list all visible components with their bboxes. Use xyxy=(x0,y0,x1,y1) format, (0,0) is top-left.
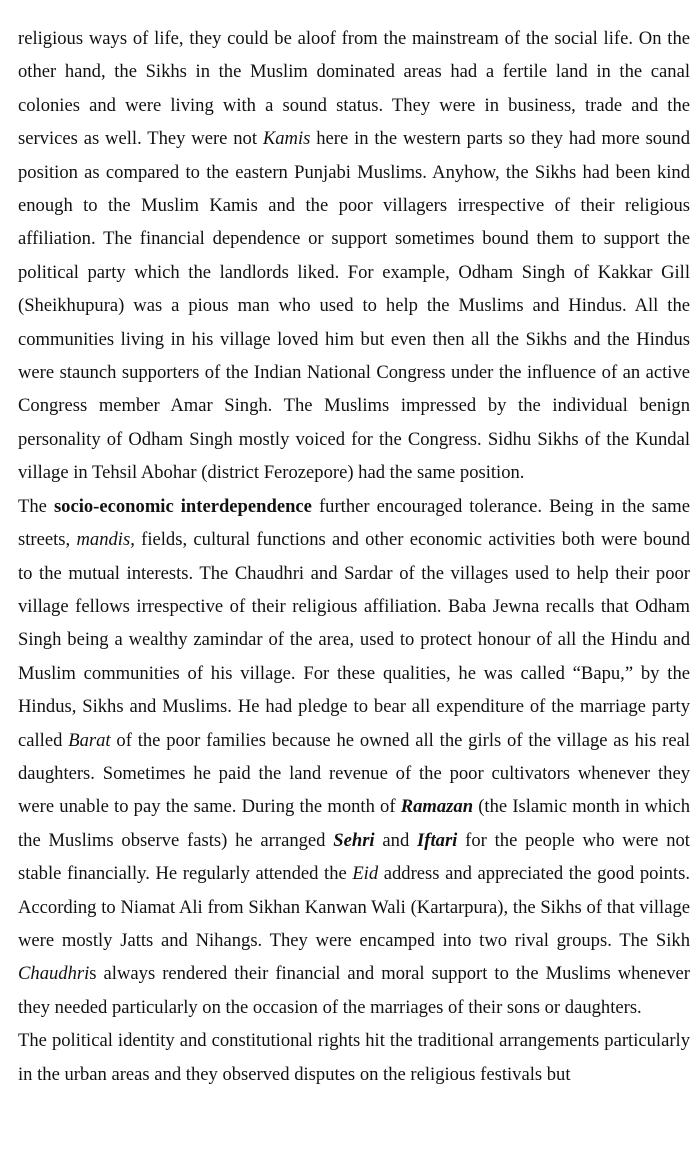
text-run: The xyxy=(18,495,54,517)
text-run: here in the western parts so they had more sound position as compared to the eastern Punjabi Muslims. Anyhow, the Sikhs had been kind enough to the Muslim Kamis and the poor villagers irrespective of their religious affiliation. The financial dependence or support sometimes bound them to support the political party which the landlords liked. For example, Odham Singh of Kakkar Gill (Sheikhupura) was a pious man who used to help the Muslims and Hindus. All the communities living in his village loved him but even then all the Sikhs and the Hindus were staunch supporters of the Indian National Congress under the influence of an active Congress member Amar Singh. The Muslims impressed by the individual benign personality of Odham Singh mostly voiced for the Congress. Sidhu Sikhs of the Kundal village in Tehsil Abohar (district Ferozepore) had the same position. xyxy=(18,128,690,484)
bold-term-socio-economic-interdependence: socio-economic interdependence xyxy=(53,495,312,517)
text-run: The political identity and constitutional rights hit the traditional arrangements particularly in the urban areas and they observed disputes on the religious festivals but xyxy=(18,1030,690,1085)
bold-italic-term-sehri: Sehri xyxy=(333,829,375,851)
text-run: address and appreciated the good points. According to Niamat Ali from Sikhan Kanwan Wali (Kartarpura), the Sikhs of that village were mostly Jatts and Nihangs. They were encamped into two rival groups. The Sikh xyxy=(18,863,690,951)
text-run: religious ways of life, they could be aloof from the mainstream of the social life. On the other hand, the Sikhs in the Muslim dominated areas had a fertile land in the canal colonies and were living with a sound status. They were in business, trade and the services as well. They were not xyxy=(18,28,690,150)
text-run: and xyxy=(374,829,418,851)
paragraph-2 xyxy=(18,490,690,1025)
italic-term-chaudhri: Chaudhri xyxy=(18,963,90,985)
text-run: (the Islamic month in which the Muslims observe fasts) he arranged xyxy=(18,796,690,851)
italic-term-barat: Barat xyxy=(68,729,111,751)
italic-term-eid: Eid xyxy=(352,863,379,885)
italic-term-mandis: mandis xyxy=(76,529,131,551)
bold-italic-term-ramazan: Ramazan xyxy=(400,796,474,818)
paragraph-3 xyxy=(18,1024,690,1091)
text-run: further encouraged tolerance. Being in the same streets, xyxy=(18,495,690,551)
text-run: , fields, cultural functions and other economic activities both were bound to the mutual interests. The Chaudhri and Sardar of the villages used to help their poor village fellows irrespective of their religious affiliation. Baba Jewna recalls that Odham Singh being a wealthy zamindar of the area, used to protect honour of all the Hindu and Muslim communities of his village. For these qualities, he was called “Bapu,” by the Hindus, Sikhs and Muslims. He had pledge to bear all expenditure of the marriage party called xyxy=(18,529,690,751)
document-page xyxy=(18,22,690,1091)
bold-italic-term-iftari: Iftari xyxy=(417,829,458,851)
text-run: of the poor families because he owned all the girls of the village as his real daughters. Sometimes he paid the land revenue of the poor cultivators whenever they were unable to pay the same. During the month of xyxy=(18,729,690,818)
paragraph-1 xyxy=(18,22,690,490)
text-run: for the people who were not stable financially. He regularly attended the xyxy=(18,829,690,885)
text-run: s always rendered their financial and moral support to the Muslims whenever they needed particularly on the occasion of the marriages of their sons or daughters. xyxy=(18,963,690,1018)
italic-term-kamis: Kamis xyxy=(262,128,311,150)
